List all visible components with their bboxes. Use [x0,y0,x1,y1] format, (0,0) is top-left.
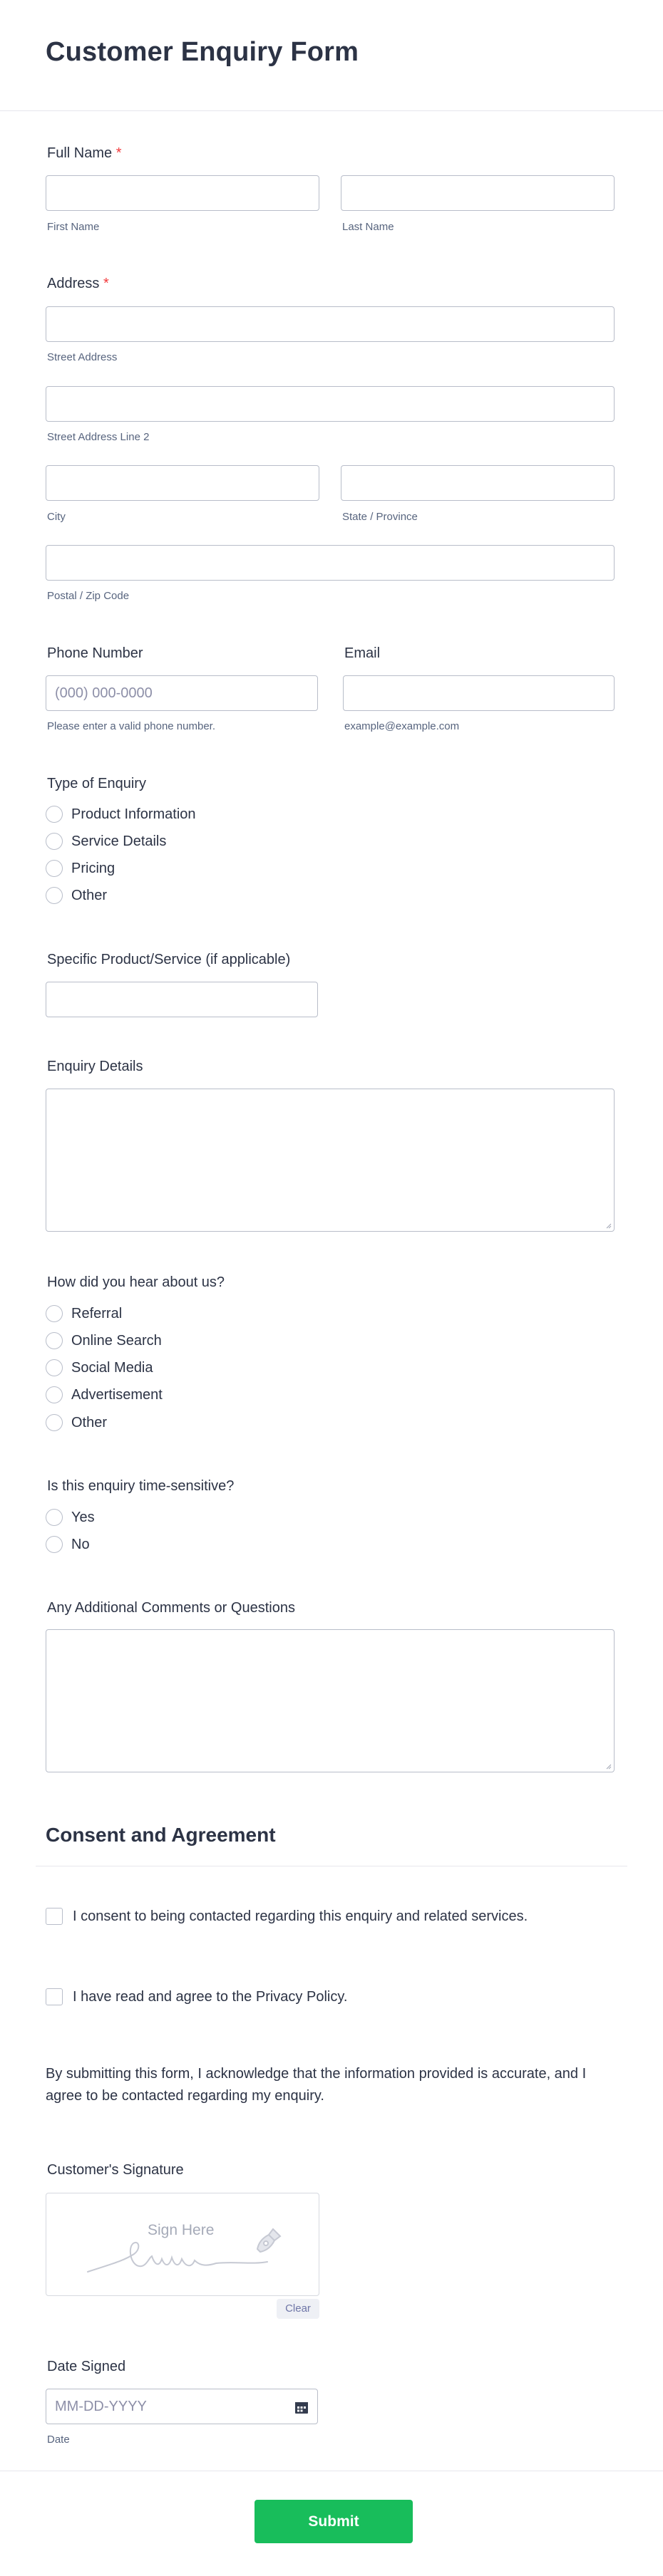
resize-grip-icon[interactable] [605,1222,612,1229]
radio-button[interactable] [46,806,63,823]
street-address-line2-sublabel: Street Address Line 2 [47,431,150,443]
radio-option[interactable]: No [46,1534,90,1554]
address-label: Address * [47,276,109,291]
postal-code-sublabel: Postal / Zip Code [47,590,130,602]
radio-option[interactable]: Product Information [46,804,196,824]
date-placeholder: MM-DD-YYYY [55,2399,147,2414]
required-mark: * [103,276,109,291]
radio-button[interactable] [46,833,63,850]
date-input[interactable] [46,2389,318,2424]
date-signed-label: Date Signed [47,2359,126,2374]
phone-placeholder: (000) 000-0000 [55,685,153,701]
email-sublabel: example@example.com [344,720,460,732]
radio-option[interactable]: Social Media [46,1358,153,1378]
privacy-policy-checkbox[interactable] [46,1988,63,2005]
product-input[interactable] [46,982,318,1017]
required-mark: * [115,145,122,161]
postal-code-input[interactable] [46,545,615,581]
signature-label: Customer's Signature [47,2162,184,2178]
radio-button[interactable] [46,1386,63,1403]
signature-pad[interactable] [46,2193,319,2296]
signature-placeholder: Sign Here [148,2222,215,2238]
radio-button[interactable] [46,1305,63,1322]
enquiry-type-label: Type of Enquiry [47,776,146,791]
radio-option[interactable]: Online Search [46,1331,162,1351]
last-name-sublabel: Last Name [342,221,394,233]
radio-option[interactable]: Yes [46,1507,95,1527]
radio-option[interactable]: Other [46,886,107,905]
radio-button[interactable] [46,1359,63,1376]
consent-section-title: Consent and Agreement [46,1824,276,1846]
radio-option[interactable]: Other [46,1413,107,1433]
date-sublabel: Date [47,2434,70,2446]
radio-button[interactable] [46,1332,63,1349]
form-title: Customer Enquiry Form [46,37,359,67]
radio-button[interactable] [46,1509,63,1526]
radio-button[interactable] [46,887,63,904]
email-label: Email [344,645,381,661]
radio-button[interactable] [46,1536,63,1553]
city-sublabel: City [47,511,66,523]
details-label: Enquiry Details [47,1059,143,1074]
street-address-line2-input[interactable] [46,386,615,422]
time-sensitive-label: Is this enquiry time-sensitive? [47,1478,235,1494]
form-header [0,0,663,111]
full-name-label: Full Name * [47,145,122,161]
hear-about-label: How did you hear about us? [47,1274,225,1290]
consent-statement: By submitting this form, I acknowledge that the information provided is accurate, and I agree to be contacted regarding my enquiry. [46,2066,587,2104]
phone-label: Phone Number [47,645,143,661]
city-input[interactable] [46,465,319,501]
last-name-input[interactable] [341,175,615,211]
street-address-input[interactable] [46,306,615,342]
comments-label: Any Additional Comments or Questions [47,1600,295,1616]
consent-contact-checkbox[interactable] [46,1908,63,1925]
pen-icon [253,2223,284,2255]
radio-button[interactable] [46,860,63,877]
phone-input[interactable] [46,675,318,711]
state-sublabel: State / Province [342,511,418,523]
email-input[interactable] [343,675,615,711]
phone-sublabel: Please enter a valid phone number. [47,720,215,732]
resize-grip-icon[interactable] [605,1763,612,1770]
privacy-policy-checkbox-row[interactable]: I have read and agree to the Privacy Policy. [46,1987,347,2007]
radio-option[interactable]: Advertisement [46,1385,163,1405]
comments-textarea[interactable] [46,1629,615,1772]
radio-option[interactable]: Service Details [46,831,166,851]
submit-button[interactable]: Submit [255,2500,413,2543]
street-address-sublabel: Street Address [47,351,118,363]
first-name-sublabel: First Name [47,221,100,233]
details-textarea[interactable] [46,1089,615,1232]
clear-signature-button[interactable]: Clear [277,2299,319,2319]
first-name-input[interactable] [46,175,319,211]
calendar-icon[interactable] [294,2400,309,2414]
state-input[interactable] [341,465,615,501]
radio-option[interactable]: Referral [46,1304,122,1324]
radio-button[interactable] [46,1414,63,1431]
consent-contact-checkbox-row[interactable]: I consent to being contacted regarding this enquiry and related services. [46,1906,528,1926]
radio-option[interactable]: Pricing [46,858,115,878]
product-label: Specific Product/Service (if applicable) [47,952,291,967]
